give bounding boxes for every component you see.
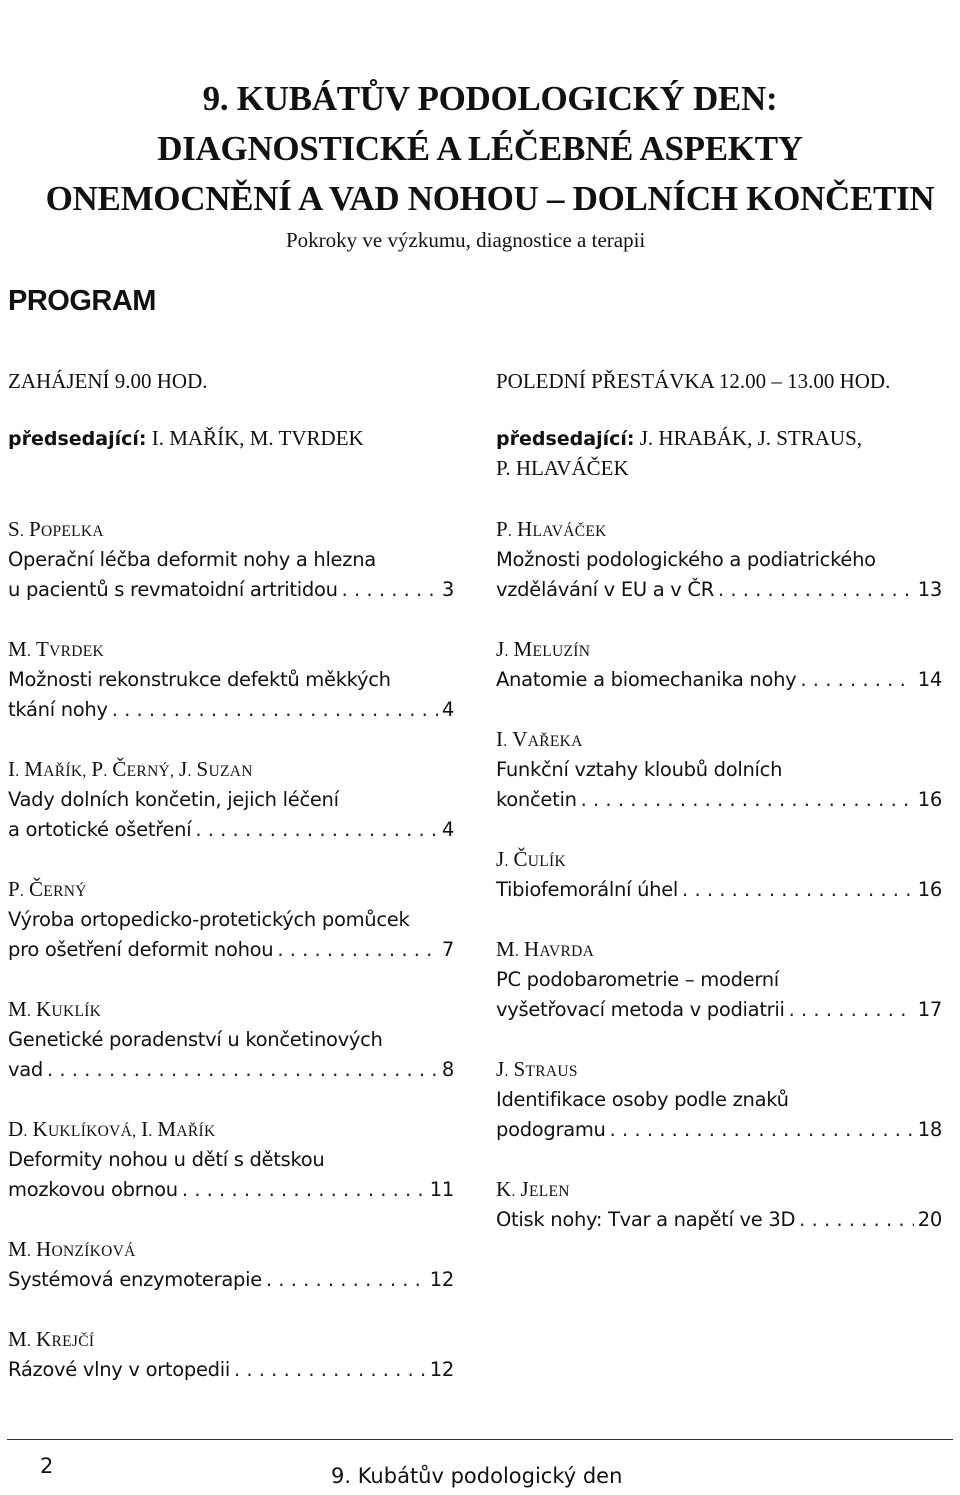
footer-page-number: 2	[40, 1454, 54, 1478]
page-number: 14	[917, 668, 942, 691]
talk-title-last: Anatomie a biomechanika nohy . . . 14	[496, 665, 942, 695]
page-number: 13	[917, 578, 942, 601]
talk-title: Funkční vztahy kloubů dolních	[496, 758, 783, 781]
dot-leader	[785, 995, 914, 1025]
talk-title-last: Tibiofemorální úhel . . . 16	[496, 875, 942, 905]
page-number: 7	[441, 938, 454, 961]
dot-leader	[714, 575, 914, 605]
page-number: 4	[441, 818, 454, 841]
dot-leader	[191, 815, 438, 845]
title-line: DIAGNOSTICKÉ A LÉČEBNÉ ASPEKTY	[157, 129, 803, 168]
author: M. HONZÍKOVÁ	[8, 1237, 136, 1261]
talk-title-last: podogramu . . . 18	[496, 1115, 942, 1145]
page-number: 18	[917, 1118, 942, 1141]
chair-names-continued: P. HLAVÁČEK	[496, 456, 629, 480]
dot-leader	[338, 575, 438, 605]
talk-title-last: u pacientů s revmatoidní artritidou . . . 3	[8, 575, 454, 605]
dot-leader	[795, 1205, 914, 1235]
page-number: 11	[429, 1178, 454, 1201]
page-number: 20	[917, 1208, 942, 1231]
talk-title: PC podobarometrie – moderní	[496, 968, 779, 991]
page-number: 4	[441, 698, 454, 721]
dot-leader	[796, 665, 913, 695]
author: S. POPELKA	[8, 517, 104, 541]
program-item	[496, 846, 942, 905]
dot-leader	[178, 1175, 426, 1205]
chair-label: předsedající:	[8, 428, 147, 450]
session-heading: POLEDNÍ PŘESTÁVKA 12.00 – 13.00 HOD.	[496, 369, 891, 393]
author: P. HLAVÁČEK	[496, 517, 607, 541]
dot-leader	[678, 875, 914, 905]
talk-title-last: Systémová enzymoterapie . . . 12	[8, 1265, 454, 1295]
talk-title-last: Otisk nohy: Tvar a napětí ve 3D . . . 20	[496, 1205, 942, 1235]
program-item	[8, 876, 454, 965]
talk-title-last: a ortotické ošetření . . . 4	[8, 815, 454, 845]
page-number: 12	[429, 1268, 454, 1291]
talk-title-last: vad . . . 8	[8, 1055, 454, 1085]
dot-leader	[43, 1055, 438, 1085]
program-item	[8, 1236, 454, 1295]
talk-title: Možnosti podologického a podiatrického	[496, 548, 876, 571]
talk-title-last: Rázové vlny v ortopedii . . . 12	[8, 1355, 454, 1385]
author: I. VAŘEKA	[496, 727, 583, 751]
page-number: 8	[441, 1058, 454, 1081]
talk-title: Výroba ortopedicko-protetických pomůcek	[8, 908, 410, 931]
talk-title-last: vyšetřovací metoda v podiatrii . . . 17	[496, 995, 942, 1025]
program-item	[496, 636, 942, 695]
page-number: 16	[917, 878, 942, 901]
talk-title: Deformity nohou u dětí s dětskou	[8, 1148, 325, 1171]
talk-title: Genetické poradenství u končetinových	[8, 1028, 383, 1051]
author: M. KUKLÍK	[8, 997, 102, 1021]
talk-title-last: mozkovou obrnou . . . 11	[8, 1175, 454, 1205]
author: J. MELUZÍN	[496, 637, 591, 661]
talk-title-last: končetin . . . 16	[496, 785, 942, 815]
author: M. TVRDEK	[8, 637, 105, 661]
author: J. ČULÍK	[496, 847, 567, 871]
subtitle: Pokroky ve výzkumu, diagnostice a terapii	[286, 228, 646, 252]
program-item	[8, 516, 454, 605]
talk-title-last: vzdělávání v EU a v ČR . . . 13	[496, 575, 942, 605]
program-heading: PROGRAM	[8, 285, 156, 317]
talk-title-last: tkání nohy . . . 4	[8, 695, 454, 725]
author: M. KREJČÍ	[8, 1327, 95, 1351]
dot-leader	[262, 1265, 426, 1295]
page-title	[0, 74, 960, 224]
talk-title: Identifikace osoby podle znaků	[496, 1088, 789, 1111]
program-item	[8, 1116, 454, 1205]
author: I. MAŘÍK, P. ČERNÝ, J. SUZAN	[8, 757, 253, 781]
chair-names: J. HRABÁK, J. STRAUS,	[639, 426, 863, 450]
dot-leader	[577, 785, 914, 815]
page-number: 12	[429, 1358, 454, 1381]
talk-title-last: pro ošetření deformit nohou . . . 7	[8, 935, 454, 965]
footer-running-title: 9. Kubátův podologický den	[331, 1464, 623, 1488]
program-item	[8, 1326, 454, 1385]
dot-leader	[108, 695, 438, 725]
author: M. HAVRDA	[496, 937, 595, 961]
dot-leader	[273, 935, 438, 965]
chair-line	[496, 423, 862, 454]
program-item	[496, 1056, 942, 1145]
author: P. ČERNÝ	[8, 877, 87, 901]
talk-title: Operační léčba deformit nohy a hlezna	[8, 548, 376, 571]
dot-leader	[606, 1115, 914, 1145]
program-item	[496, 726, 942, 815]
title-line: ONEMOCNĚNÍ A VAD NOHOU – DOLNÍCH KONČETIN	[45, 179, 935, 218]
footer-divider	[7, 1439, 953, 1440]
program-item	[496, 1176, 942, 1235]
chair-line	[8, 423, 364, 454]
author: D. KUKLÍKOVÁ, I. MAŘÍK	[8, 1117, 216, 1141]
session-heading: ZAHÁJENÍ 9.00 HOD.	[8, 369, 208, 393]
program-item	[8, 636, 454, 725]
program-item	[8, 756, 454, 845]
talk-title: Možnosti rekonstrukce defektů měkkých	[8, 668, 391, 691]
author: J. STRAUS	[496, 1057, 578, 1081]
program-item	[8, 996, 454, 1085]
program-item	[496, 936, 942, 1025]
page-number: 16	[917, 788, 942, 811]
page-number: 17	[917, 998, 942, 1021]
author: K. JELEN	[496, 1177, 570, 1201]
dot-leader	[230, 1355, 426, 1385]
page-number: 3	[441, 578, 454, 601]
title-line: 9. KUBÁTŮV PODOLOGICKÝ DEN:	[202, 79, 778, 118]
talk-title: Vady dolních končetin, jejich léčení	[8, 788, 339, 811]
chair-names: I. MAŘÍK, M. TVRDEK	[151, 426, 364, 450]
chair-label: předsedající:	[496, 428, 635, 450]
program-item	[496, 516, 942, 605]
